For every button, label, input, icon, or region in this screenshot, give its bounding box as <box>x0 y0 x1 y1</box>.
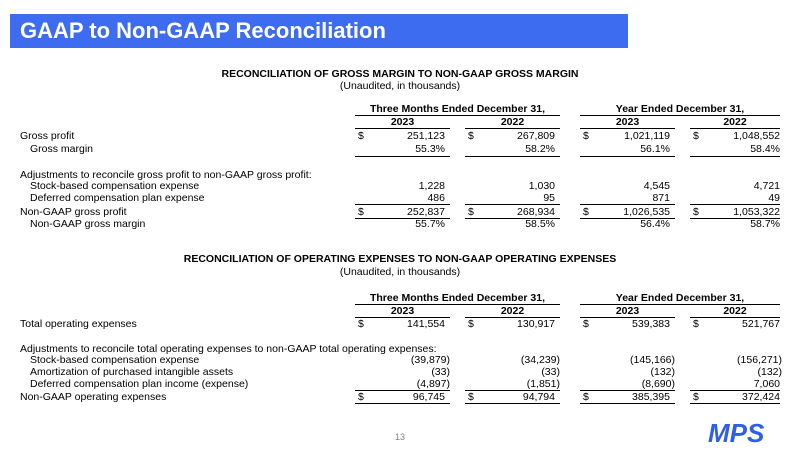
currency-symbol: $ <box>693 206 699 218</box>
ng-opex-value: 385,395 <box>632 391 670 403</box>
currency-symbol: $ <box>693 130 699 142</box>
gross-deferred-comp-label: Deferred compensation plan expense <box>30 192 205 204</box>
gross-year-rule-2 <box>465 128 560 129</box>
gross-profit-label: Gross profit <box>20 130 75 142</box>
ng-opex-rule-1 <box>355 403 450 404</box>
currency-symbol: $ <box>358 391 364 403</box>
ng-gross-margin-label: Non-GAAP gross margin <box>30 218 146 230</box>
ng-gross-margin-value: 58.7% <box>750 218 780 230</box>
gross-section-title: RECONCILIATION OF GROSS MARGIN TO NON-GAAP GROSS MARGIN <box>221 68 579 80</box>
ng-gross-margin-top-rule-1 <box>355 218 450 219</box>
gross-year-rule-3 <box>580 128 675 129</box>
currency-symbol: $ <box>468 318 474 330</box>
ng-opex-value: 372,424 <box>742 391 780 403</box>
gross-year-rule-1 <box>355 128 450 129</box>
total-opex-value: 130,917 <box>517 318 555 330</box>
opex-deferred-comp-value: (8,690) <box>641 378 675 390</box>
mps-logo-text: MPS <box>708 420 765 446</box>
gross-margin-value: 56.1% <box>640 143 670 155</box>
total-opex-value: 539,383 <box>632 318 670 330</box>
gross-deferred-rule-2 <box>465 204 560 205</box>
gross-deferred-comp-value: 871 <box>652 192 670 204</box>
opex-deferred-comp-value: 7,060 <box>753 378 780 390</box>
currency-symbol: $ <box>468 391 474 403</box>
gross-period-year: Year Ended December 31, <box>615 103 745 115</box>
opex-amortization-value: (132) <box>757 366 782 378</box>
ng-opex-value: 94,794 <box>522 391 555 403</box>
gross-deferred-comp-value: 95 <box>543 192 555 204</box>
ng-opex-label: Non-GAAP operating expenses <box>20 391 167 403</box>
opex-amortization-value: (33) <box>431 366 450 378</box>
ng-gross-margin-value: 55.7% <box>415 218 445 230</box>
ng-gross-margin-value: 56.4% <box>640 218 670 230</box>
currency-symbol: $ <box>358 206 364 218</box>
currency-symbol: $ <box>583 206 589 218</box>
gross-margin-label: Gross margin <box>30 143 94 155</box>
gross-deferred-rule-4 <box>690 204 780 205</box>
opex-year-col-1: 2023 <box>390 305 415 317</box>
currency-symbol: $ <box>358 318 364 330</box>
gross-adjust-label: Adjustments to reconcile gross profit to non-GAAP gross profit: <box>20 169 312 181</box>
gross-margin-rule-3 <box>580 156 675 157</box>
gross-year-col-3: 2023 <box>615 116 640 128</box>
ng-gross-profit-value: 252,837 <box>407 206 445 218</box>
opex-amortization-value: (132) <box>650 366 675 378</box>
opex-year-col-4: 2022 <box>723 305 747 317</box>
total-opex-label: Total operating expenses <box>20 318 137 330</box>
currency-symbol: $ <box>583 130 589 142</box>
gross-stock-comp-value: 1,030 <box>528 180 555 192</box>
opex-period-three: Three Months Ended December 31, <box>369 292 546 304</box>
total-opex-value: 521,767 <box>742 318 780 330</box>
gross-stock-comp-value: 1,228 <box>418 180 445 192</box>
ng-gross-margin-top-rule-4 <box>690 218 780 219</box>
gross-margin-value: 58.4% <box>750 143 780 155</box>
currency-symbol: $ <box>693 391 699 403</box>
gross-margin-rule-2 <box>465 156 560 157</box>
gross-profit-value: 1,021,119 <box>624 130 670 142</box>
gross-year-col-4: 2022 <box>723 116 747 128</box>
gross-deferred-rule-3 <box>580 204 675 205</box>
total-opex-value: 141,554 <box>407 318 445 330</box>
opex-deferred-comp-label: Deferred compensation plan income (expense) <box>30 378 249 390</box>
ng-gross-margin-value: 58.5% <box>525 218 555 230</box>
gross-margin-rule-1 <box>355 156 450 157</box>
currency-symbol: $ <box>468 206 474 218</box>
gross-margin-value: 55.3% <box>415 143 445 155</box>
ng-opex-rule-4 <box>690 403 780 404</box>
opex-year-col-3: 2023 <box>615 305 640 317</box>
gross-deferred-comp-value: 49 <box>768 192 780 204</box>
gross-year-col-1: 2023 <box>390 116 415 128</box>
gross-deferred-comp-value: 486 <box>427 192 445 204</box>
gross-period-three: Three Months Ended December 31, <box>369 103 546 115</box>
currency-symbol: $ <box>468 130 474 142</box>
gross-profit-value: 1,048,552 <box>733 130 780 142</box>
currency-symbol: $ <box>583 391 589 403</box>
mps-logo <box>708 420 788 451</box>
opex-amortization-label: Amortization of purchased intangible assets <box>30 366 234 378</box>
opex-deferred-comp-value: (1,851) <box>526 378 560 390</box>
gross-profit-value: 267,809 <box>517 130 555 142</box>
opex-stock-comp-value: (145,166) <box>630 354 675 366</box>
gross-profit-value: 251,123 <box>407 130 445 142</box>
ng-gross-profit-label: Non-GAAP gross profit <box>20 206 127 218</box>
opex-section-title: RECONCILIATION OF OPERATING EXPENSES TO NON-GAAP OPERATING EXPENSES <box>183 253 617 265</box>
currency-symbol: $ <box>583 318 589 330</box>
gross-year-rule-4 <box>690 128 780 129</box>
ng-opex-rule-2 <box>465 403 560 404</box>
ng-opex-rule-3 <box>580 403 675 404</box>
gross-deferred-rule-1 <box>355 204 450 205</box>
page-title: GAAP to Non-GAAP Reconciliation <box>10 14 628 48</box>
ng-gross-profit-value: 1,053,322 <box>733 206 780 218</box>
opex-period-year: Year Ended December 31, <box>615 292 745 304</box>
opex-year-col-2: 2022 <box>500 305 525 317</box>
opex-amortization-value: (33) <box>541 366 560 378</box>
gross-section-subtitle: (Unaudited, in thousands) <box>339 80 461 92</box>
ng-gross-profit-value: 268,934 <box>517 206 555 218</box>
opex-section-subtitle: (Unaudited, in thousands) <box>339 266 461 278</box>
opex-stock-comp-value: (34,239) <box>520 354 560 366</box>
currency-symbol: $ <box>693 318 699 330</box>
opex-deferred-comp-value: (4,897) <box>416 378 450 390</box>
opex-stock-comp-value: (39,879) <box>410 354 450 366</box>
currency-symbol: $ <box>358 130 364 142</box>
opex-adjust-label: Adjustments to reconcile total operating expenses to non-GAAP total operating expenses: <box>20 343 437 355</box>
opex-stock-comp-value: (156,271) <box>737 354 782 366</box>
ng-opex-value: 96,745 <box>412 391 445 403</box>
gross-stock-comp-label: Stock-based compensation expense <box>30 180 200 192</box>
ng-gross-profit-value: 1,026,535 <box>623 206 670 218</box>
ng-gross-margin-top-rule-3 <box>580 218 675 219</box>
gross-year-col-2: 2022 <box>500 116 525 128</box>
page-number: 13 <box>394 432 405 442</box>
opex-stock-comp-label: Stock-based compensation expense <box>30 354 200 366</box>
gross-stock-comp-value: 4,721 <box>753 180 780 192</box>
ng-gross-margin-top-rule-2 <box>465 218 560 219</box>
gross-stock-comp-value: 4,545 <box>643 180 670 192</box>
gross-margin-value: 58.2% <box>525 143 555 155</box>
gross-margin-rule-4 <box>690 156 780 157</box>
